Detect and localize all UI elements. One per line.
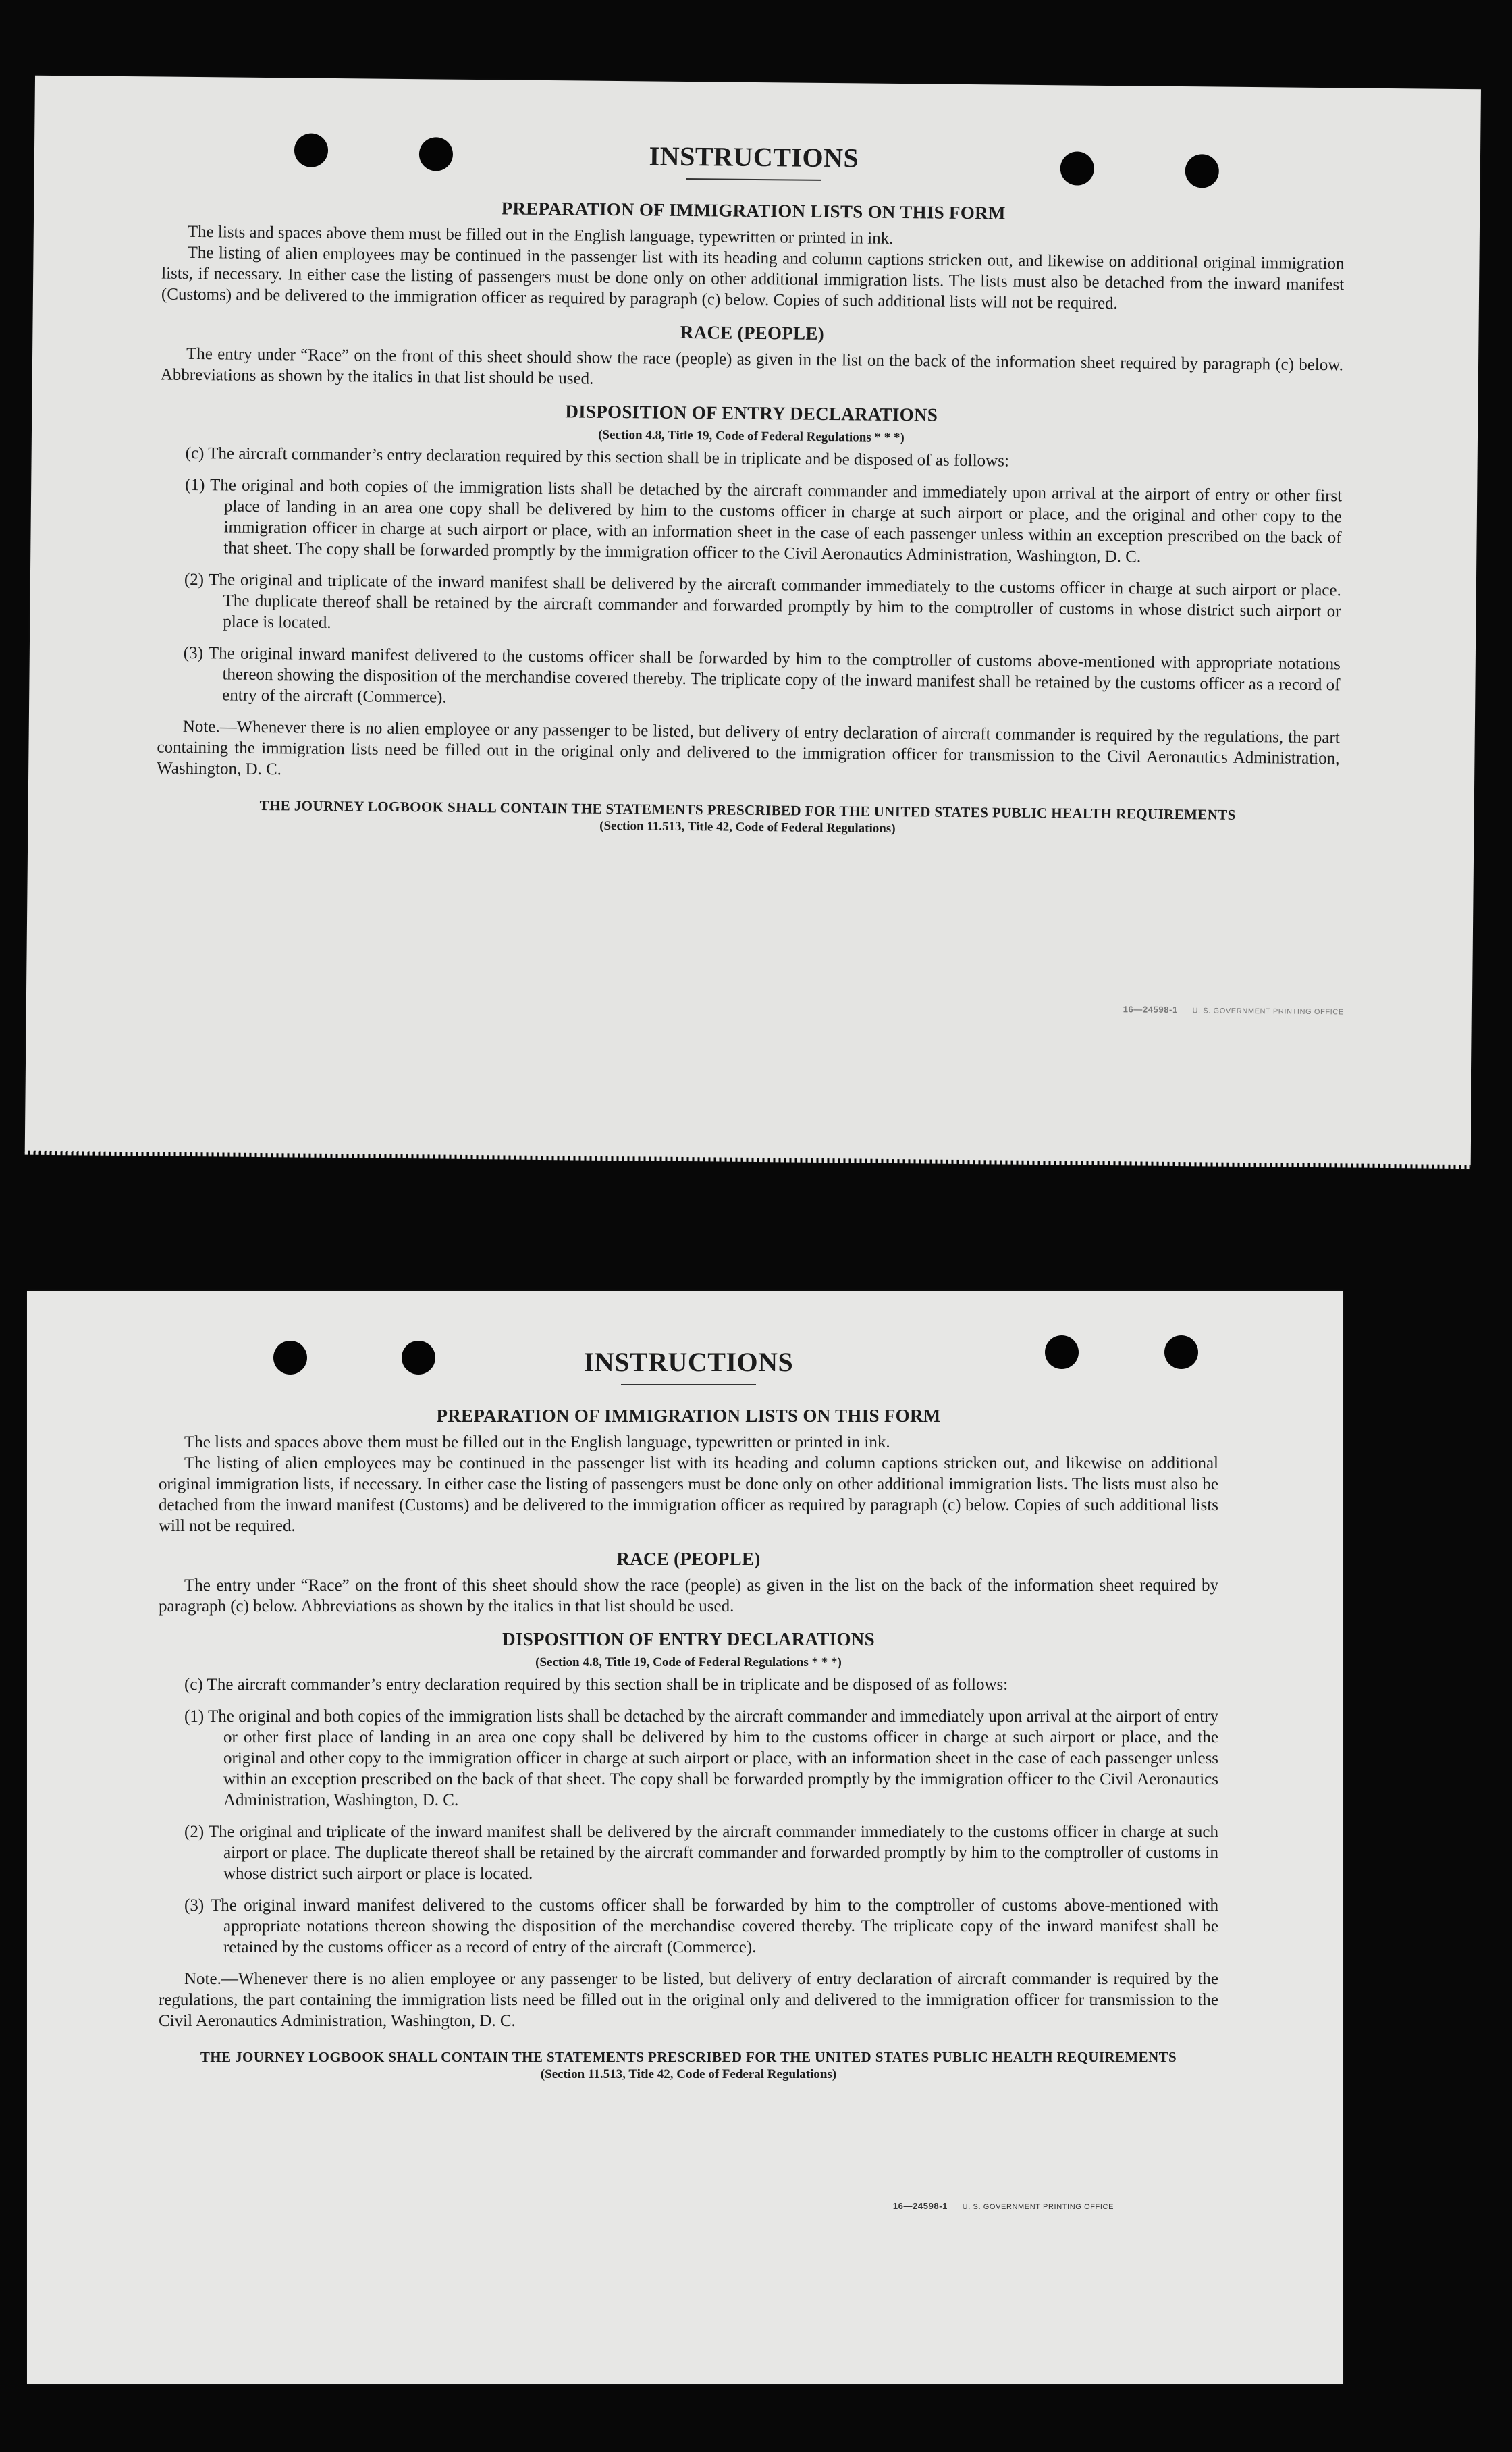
page-title: INSTRUCTIONS: [649, 140, 859, 174]
logbook-reference: (Section 11.513, Title 42, Code of Federal Regulations): [540, 2067, 837, 2081]
title-underline: [621, 1384, 756, 1385]
list-item-1: (1) The original and both copies of the immigration lists shall be detached by the aircraft commander and immediately upon arrival at the airport of entry or other first place of landing in an area one copy shall be delivered by him to the customs officer in charge at such airport or place, and the original and other copy to the immigration officer in charge at such airport or place, with an information sheet in the case of each passenger unless within an exception prescribed on the back of that sheet. The copy shall be forwarded promptly by the immigration officer to the Civil Aeronautics Administration, Washington, D. C.: [185, 475, 1343, 566]
instructions-body: [159, 1345, 1218, 2082]
section-heading-preparation: PREPARATION OF IMMIGRATION LISTS ON THIS FORM: [436, 1406, 941, 1426]
list-item-2: (2) The original and triplicate of the inward manifest shall be delivered by the aircraft commander immediately to the customs officer in charge at such airport or place. The duplicate thereof shall be retained by the aircraft commander and forwarded promptly by him to the comptroller of customs in whose district such airport or place is located.: [184, 1823, 1218, 1883]
paragraph-alien-employees: The listing of alien employees may be continued in the passenger list with its heading and column captions stricken out, and likewise on additional original immigration lists, if necessary. In either case the listing of passengers must be done only on other additional immigration lists. The lists must also be detached from the inward manifest (Customs) and be delivered to the immigration officer as required by paragraph (c) below. Copies of such additional lists will not be required.: [161, 243, 1345, 313]
printing-office: U. S. GOVERNMENT PRINTING OFFICE: [1192, 1007, 1344, 1017]
section-heading-disposition: DISPOSITION OF ENTRY DECLARATIONS: [502, 1629, 875, 1649]
paragraph-c: (c) The aircraft commander’s entry declaration required by this section shall be in triplicate and be disposed of as follows:: [185, 444, 1009, 471]
top-form-sheet: [25, 76, 1481, 1167]
logbook-requirement: THE JOURNEY LOGBOOK SHALL CONTAIN THE STATEMENTS PRESCRIBED FOR THE UNITED STATES PUBLIC HEALTH REQUIREMENTS: [259, 797, 1236, 823]
list-item-3: (3) The original inward manifest delivered to the customs officer shall be forwarded by him to the comptroller of customs above-mentioned with appropriate notations thereon showing the disposition of the merchandise covered thereby. The triplicate copy of the inward manifest shall be retained by the customs officer as a record of entry of the aircraft (Commerce).: [184, 1896, 1218, 1956]
list-item-3: (3) The original inward manifest delivered to the customs officer shall be forwarded by him to the comptroller of customs above-mentioned with appropriate notations thereon showing the disposition of the merchandise covered thereby. The triplicate copy of the inward manifest shall be retained by the customs officer as a record of entry of the aircraft (Commerce).: [183, 643, 1341, 707]
paragraph-race: The entry under “Race” on the front of this sheet should show the race (people) as given in the list on the back of the information sheet required by paragraph (c) below. Abbreviations as shown by the italics in that list should be used.: [160, 344, 1344, 388]
note-paragraph: Note.—Whenever there is no alien employee or any passenger to be listed, but delivery of entry declaration of aircraft commander is required by the regulations, the part containing the immigration lists need be filled out in the original only and delivered to the immigration officer for transmission to the Civil Aeronautics Administration, Washington, D. C.: [159, 1970, 1218, 2030]
section-heading-race: RACE (PEOPLE): [616, 1549, 761, 1569]
section-heading-disposition: DISPOSITION OF ENTRY DECLARATIONS: [565, 401, 938, 425]
list-item-1: (1) The original and both copies of the immigration lists shall be detached by the aircraft commander and immediately upon arrival at the airport of entry or other first place of landing in an area one copy shall be delivered by him to the customs officer in charge at such airport or place, and the original and other copy to the immigration officer in charge at such airport or place, with an information sheet in the case of each passenger unless within an exception prescribed on the back of that sheet. The copy shall be forwarded promptly by the immigration officer to the Civil Aeronautics Administration, Washington, D. C.: [184, 1707, 1218, 1809]
paragraph-language: The lists and spaces above them must be filled out in the English language, typewritten or printed in ink.: [187, 222, 894, 248]
section-heading-preparation: PREPARATION OF IMMIGRATION LISTS ON THIS FORM: [501, 198, 1006, 223]
paragraph-c: (c) The aircraft commander’s entry declaration required by this section shall be in triplicate and be disposed of as follows:: [184, 1676, 1008, 1694]
paragraph-race: The entry under “Race” on the front of this sheet should show the race (people) as given in the list on the back of the information sheet required by paragraph (c) below. Abbreviations as shown by the italics in that list should be used.: [159, 1576, 1218, 1616]
regulation-reference: (Section 4.8, Title 19, Code of Federal Regulations * * *): [598, 427, 905, 446]
printer-imprint: [1123, 1004, 1344, 1016]
page-title: INSTRUCTIONS: [583, 1347, 794, 1377]
instructions-body: [156, 134, 1345, 841]
paragraph-alien-employees: The listing of alien employees may be continued in the passenger list with its heading and column captions stricken out, and likewise on additional original immigration lists, if necessary. In either case the listing of passengers must be done only on other additional immigration lists. The lists must also be detached from the inward manifest (Customs) and be delivered to the immigration officer as required by paragraph (c) below. Copies of such additional lists will not be required.: [159, 1454, 1218, 1535]
form-number: 16—24598-1: [892, 2201, 948, 2211]
section-heading-race: RACE (PEOPLE): [680, 321, 825, 344]
title-underline: [686, 178, 821, 181]
logbook-requirement: THE JOURNEY LOGBOOK SHALL CONTAIN THE STATEMENTS PRESCRIBED FOR THE UNITED STATES PUBLIC HEALTH REQUIREMENTS: [200, 2049, 1177, 2065]
regulation-reference: (Section 4.8, Title 19, Code of Federal Regulations * * *): [535, 1655, 842, 1670]
bottom-form-sheet: [27, 1291, 1343, 2384]
note-paragraph: Note.—Whenever there is no alien employee or any passenger to be listed, but delivery of entry declaration of aircraft commander is required by the regulations, the part containing the immigration lists need be filled out in the original only and delivered to the immigration officer for transmission to the Civil Aeronautics Administration, Washington, D. C.: [157, 717, 1340, 779]
form-number: 16—24598-1: [1123, 1004, 1178, 1015]
printer-imprint: [893, 2201, 1114, 2211]
logbook-reference: (Section 11.513, Title 42, Code of Federal Regulations): [599, 818, 896, 836]
paragraph-language: The lists and spaces above them must be filled out in the English language, typewritten or printed in ink.: [184, 1433, 890, 1451]
printing-office: U. S. GOVERNMENT PRINTING OFFICE: [962, 2203, 1114, 2211]
list-item-2: (2) The original and triplicate of the inward manifest shall be delivered by the aircraft commander immediately to the customs officer in charge at such airport or place. The duplicate thereof shall be retained by the aircraft commander and forwarded promptly by him to the comptroller of customs in whose district such airport or place is located.: [184, 570, 1341, 632]
